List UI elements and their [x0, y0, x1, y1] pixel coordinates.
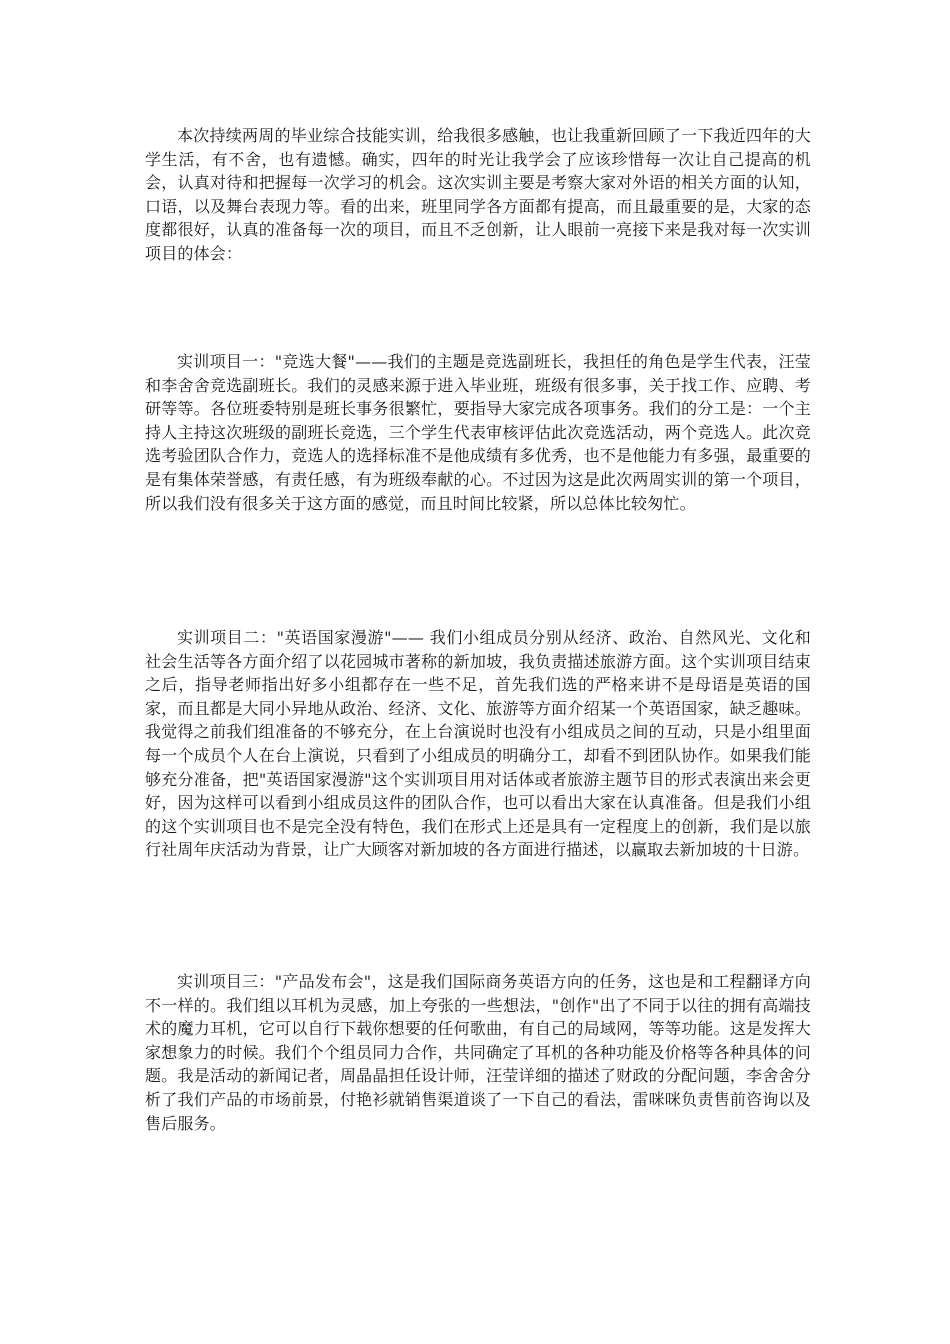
project-three-paragraph: 实训项目三："产品发布会"，这是我们国际商务英语方向的任务，这也是和工程翻译方向不一样的。我们组以耳机为灵感，加上夸张的一些想法，"创作"出了不同于以往的拥有高端技术的魔力耳机，它可以自行下载你想要的任何歌曲，有自己的局域网，等等功能。这是发挥大家想象力的时候。我们个个组员同力合作，共同确定了耳机的各种功能及价格等各种具体的问题。我是活动的新闻记者，周晶晶担任设计师，汪莹详细的描述了财政的分配问题，李舍舍分析了我们产品的市场前景，付艳衫就销售渠道谈了一下自己的看法，雷咪咪负责售前咨询以及售后服务。 [145, 972, 811, 1133]
intro-paragraph: 本次持续两周的毕业综合技能实训，给我很多感触，也让我重新回顾了一下我近四年的大学生活，有不舍，也有遗憾。确实，四年的时光让我学会了应该珍惜每一次让自己提高的机会，认真对待和把握每一次学习的机会。这次实训主要是考察大家对外语的相关方面的认知，口语，以及舞台表现力等。看的出来，班里同学各方面都有提高，而且最重要的是，大家的态度都很好，认真的准备每一次的项目，而且不乏创新，让人眼前一亮接下来是我对每一次实训项目的体会： [145, 126, 811, 263]
project-two-paragraph: 实训项目二："英语国家漫游"—— 我们小组成员分别从经济、政治、自然风光、文化和社会生活等各方面介绍了以花园城市著称的新加坡，我负责描述旅游方面。这个实训项目结束之后，指导老师指出好多小组都存在一些不足，首先我们选的严格来讲不是母语是英语的国家，而且都是大同小异地从政治、经济、文化、旅游等方面介绍某一个英语国家，缺乏趣味。我觉得之前我们组准备的不够充分，在上台演说时也没有小组成员之间的互动，只是小组里面每一个成员个人在台上演说，只看到了小组成员的明确分工，却看不到团队协作。如果我们能够充分准备，把"英语国家漫游"这个实训项目用对话体或者旅游主题节目的形式表演出来会更好，因为这样可以看到小组成员这件的团队合作，也可以看出大家在认真准备。但是我们小组的这个实训项目也不是完全没有特色，我们在形式上还是具有一定程度上的创新，我们是以旅行社周年庆活动为背景，让广大顾客对新加坡的各方面进行描述，以赢取去新加坡的十日游。 [145, 628, 811, 860]
project-one-paragraph: 实训项目一："竞选大餐"——我们的主题是竞选副班长，我担任的角色是学生代表，汪莹和李舍舍竞选副班长。我们的灵感来源于进入毕业班，班级有很多事，关于找工作、应聘、考研等等。各位班委特别是班长事务很繁忙，要指导大家完成各项事务。我们的分工是：一个主持人主持这次班级的副班长竞选，三个学生代表审核评估此次竞选活动，两个竞选人。此次竞选考验团队合作力，竞选人的选择标准不是他成绩有多优秀，也不是他能力有多强，最重要的是有集体荣誉感，有责任感，有为班级奉献的心。不过因为这是此次两周实训的第一个项目，所以我们没有很多关于这方面的感觉，而且时间比较紧，所以总体比较匆忙。 [145, 352, 811, 513]
